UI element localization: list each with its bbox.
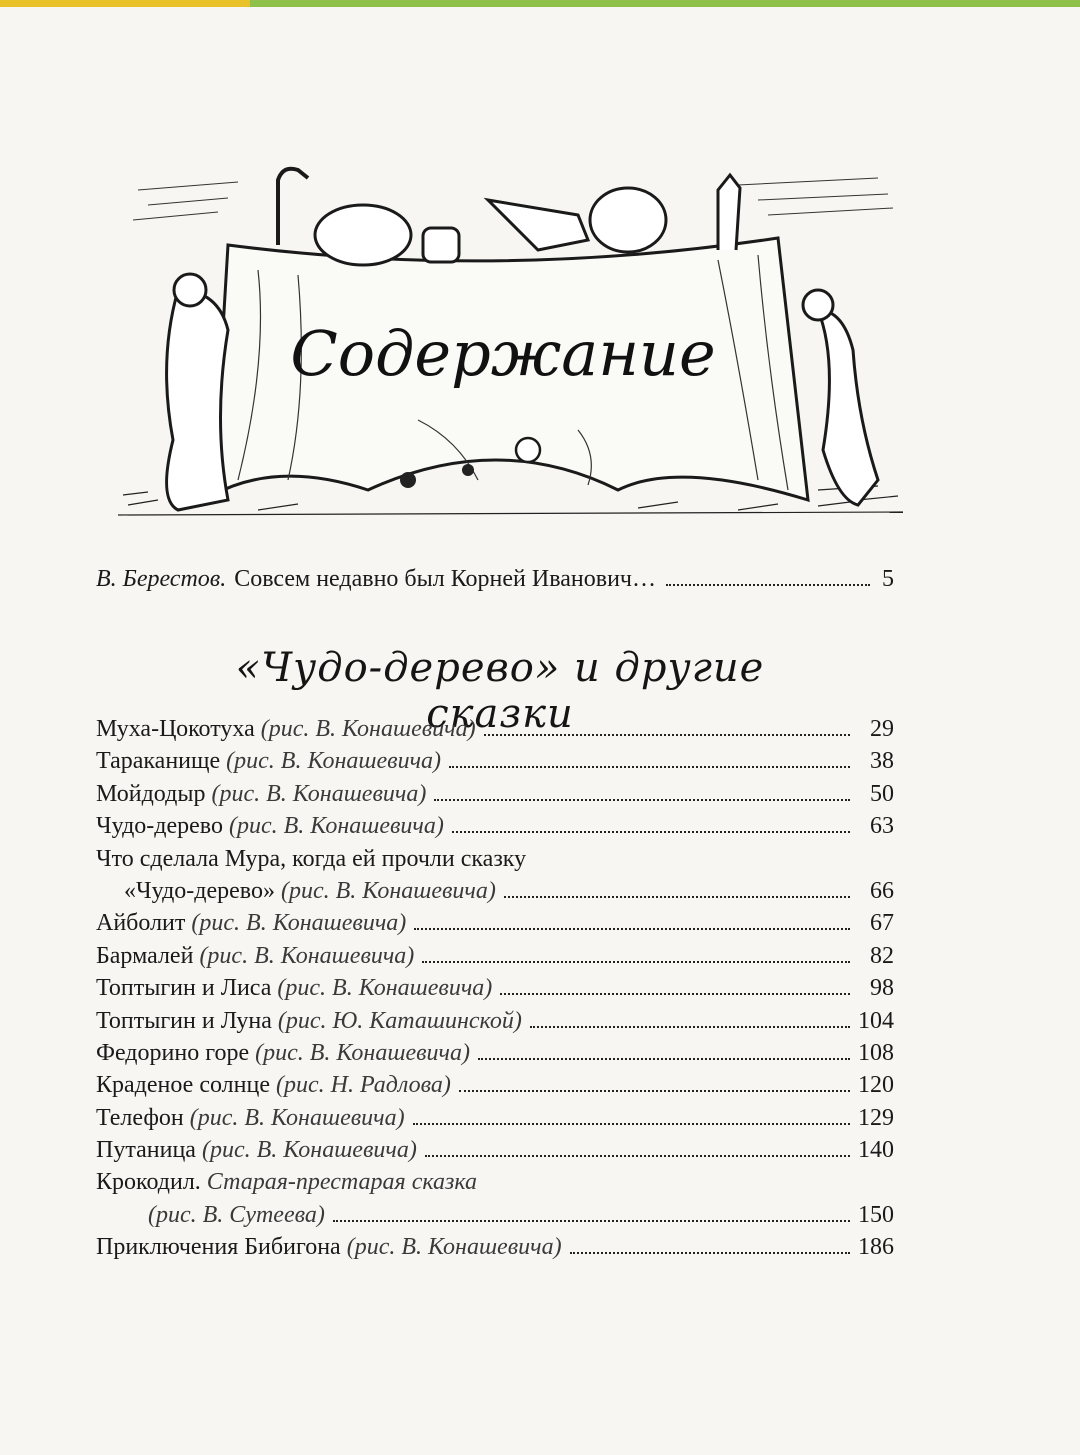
- toc-entry-toptygin-i-luna[interactable]: [96, 1008, 894, 1040]
- entry-page-number: 104: [858, 1007, 894, 1034]
- entry-page-number: 29: [870, 716, 894, 742]
- entry-illustrator: (рис. В. Конашевича): [280, 877, 496, 904]
- left-monkey-figure: [167, 290, 228, 510]
- fly-figure: [462, 464, 474, 476]
- entry-title: Крокодил.: [96, 1169, 201, 1196]
- entry-illustrator: (рис. В. Конашевича): [255, 1039, 470, 1066]
- entry-title: Приключения Бибигона: [96, 1234, 341, 1261]
- toc-entry-chudo-derevo[interactable]: [96, 813, 894, 845]
- table-of-contents: [96, 716, 894, 1267]
- page-edge-strip: [0, 0, 1080, 7]
- contents-heading: Содержание: [290, 317, 716, 390]
- toc-entry-priklyucheniya-bibigona[interactable]: [96, 1234, 894, 1266]
- entry-illustrator: (рис. В. Конашевича): [199, 942, 415, 969]
- entry-title: Что сделала Мура, когда ей прочли сказку: [96, 845, 527, 872]
- toc-entry-aybolit[interactable]: [96, 910, 894, 942]
- toc-entry-moydodyr[interactable]: [96, 781, 894, 813]
- entry-illustrator: (рис. В. Конашевича): [211, 780, 427, 807]
- right-monkey-figure: [818, 310, 878, 505]
- entry-illustrator: (рис. Н. Радлова): [275, 1072, 451, 1099]
- entry-illustrator: (рис. В. Сутеева): [148, 1201, 325, 1228]
- entry-page-number: 120: [858, 1072, 894, 1099]
- entry-title: Айболит: [96, 910, 186, 937]
- leader-dots: [666, 583, 870, 586]
- leader-dots: [414, 927, 850, 930]
- left-monkey-head: [174, 274, 206, 306]
- yellow-edge: [0, 0, 250, 7]
- section-title: «Чудо-дерево» и другие сказки: [235, 645, 765, 737]
- entry-page-number: 50: [870, 780, 894, 807]
- banner-illustration: [118, 160, 903, 530]
- toc-entry-mura-line2[interactable]: [96, 878, 894, 910]
- toc-entry-krokodil-line1[interactable]: [96, 1169, 894, 1201]
- entry-title: Краденое солнце: [96, 1072, 270, 1099]
- entry-title: Бармалей: [96, 942, 194, 969]
- entry-title: Федорино горе: [96, 1039, 250, 1066]
- beetle-figure: [400, 472, 416, 488]
- entry-page-number: 38: [870, 748, 894, 775]
- entry-title: Тараканище: [96, 748, 221, 775]
- leader-dots: [530, 1025, 850, 1028]
- entry-title: Путаница: [96, 1137, 196, 1164]
- bear-figure: [590, 188, 666, 252]
- toc-entry-tarakanishche[interactable]: [96, 748, 894, 780]
- leader-dots: [478, 1057, 850, 1060]
- leader-dots: [504, 895, 850, 898]
- leader-dots: [333, 1219, 850, 1222]
- toc-entry-kradenoe-solntse[interactable]: [96, 1072, 894, 1104]
- entry-page-number: 140: [858, 1137, 894, 1164]
- green-edge: [250, 0, 1080, 7]
- entry-illustrator: (рис. Ю. Каташинской): [277, 1007, 522, 1034]
- entry-subtitle: Старая-престарая сказка: [206, 1169, 477, 1196]
- animals-holding-banner-illustration: [118, 160, 903, 530]
- entry-title: Муха-Цокотуха: [96, 716, 255, 742]
- entry-title: Телефон: [96, 1104, 184, 1131]
- right-monkey-head: [803, 290, 833, 320]
- cat-figure: [423, 228, 459, 262]
- entry-illustrator: (рис. В. Конашевича): [226, 748, 442, 775]
- ostrich-figure: [278, 169, 308, 245]
- intro-page-number: 5: [882, 566, 894, 592]
- entry-illustrator: (рис. В. Конашевича): [201, 1137, 417, 1164]
- leader-dots: [422, 960, 850, 963]
- intro-title: Совсем недавно был Корней Иванович…: [234, 566, 656, 592]
- entry-page-number: 82: [870, 942, 894, 969]
- crocodile-figure: [488, 200, 588, 250]
- leader-dots: [570, 1251, 850, 1254]
- entry-title: Топтыгин и Лиса: [96, 975, 272, 1002]
- intro-author: В. Берестов.: [96, 566, 227, 592]
- toc-entry-putanitsa[interactable]: [96, 1137, 894, 1169]
- entry-page-number: 98: [870, 975, 894, 1002]
- leader-dots: [484, 733, 850, 736]
- toc-entry-telefon[interactable]: [96, 1105, 894, 1137]
- entry-illustrator: (рис. В. Конашевича): [260, 716, 476, 742]
- leader-dots: [452, 830, 850, 833]
- toc-entry-mukha-tsokotukha[interactable]: [96, 716, 894, 748]
- leader-dots: [434, 798, 850, 801]
- entry-page-number: 66: [870, 877, 894, 904]
- toc-entry-barmaley[interactable]: [96, 943, 894, 975]
- entry-page-number: 186: [858, 1234, 894, 1261]
- leader-dots: [413, 1122, 850, 1125]
- leader-dots: [425, 1154, 850, 1157]
- leader-dots: [449, 765, 850, 768]
- entry-page-number: 129: [858, 1104, 894, 1131]
- entry-illustrator: (рис. В. Конашевича): [346, 1234, 562, 1261]
- entry-title: Мойдодыр: [96, 780, 206, 807]
- entry-title: Топтыгин и Луна: [96, 1007, 272, 1034]
- entry-illustrator: (рис. В. Конашевича): [191, 910, 407, 937]
- hippo-figure: [315, 205, 411, 265]
- intro-entry[interactable]: [96, 566, 894, 600]
- entry-page-number: 67: [870, 910, 894, 937]
- entry-title: Чудо-дерево: [96, 813, 223, 840]
- toc-entry-fedorino-gore[interactable]: [96, 1040, 894, 1072]
- entry-illustrator: (рис. В. Конашевича): [189, 1104, 405, 1131]
- entry-title: «Чудо-дерево»: [124, 877, 275, 904]
- leader-dots: [459, 1089, 850, 1092]
- toc-entry-toptygin-i-lisa[interactable]: [96, 975, 894, 1007]
- entry-page-number: 63: [870, 813, 894, 840]
- entry-page-number: 108: [858, 1039, 894, 1066]
- giraffe-figure: [718, 175, 740, 250]
- frog-figure: [516, 438, 540, 462]
- entry-page-number: 150: [858, 1201, 894, 1228]
- toc-entry-mura-line1[interactable]: [96, 846, 894, 878]
- entry-illustrator: (рис. В. Конашевича): [228, 813, 444, 840]
- leader-dots: [500, 992, 850, 995]
- entry-illustrator: (рис. В. Конашевича): [277, 975, 493, 1002]
- toc-entry-krokodil-line2[interactable]: [96, 1202, 894, 1234]
